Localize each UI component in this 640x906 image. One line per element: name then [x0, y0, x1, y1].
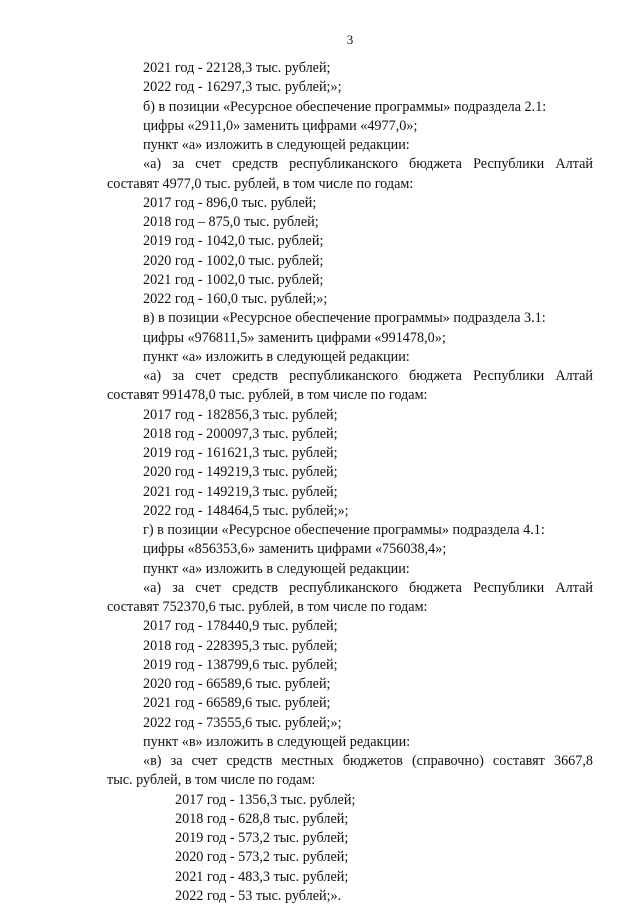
page-number: 3 [346, 32, 354, 47]
text-line: 2021 год - 22128,3 тыс. рублей; [143, 60, 331, 76]
text-line: 2021 год - 1002,0 тыс. рублей; [143, 271, 324, 288]
text-line: 2019 год - 573,2 тыс. рублей; [175, 830, 349, 846]
text-line: 2022 год - 53 тыс. рублей;». [175, 887, 342, 904]
text-line: 2019 год - 138799,6 тыс. рублей; [143, 656, 338, 673]
text-line: пункт «а» изложить в следующей редакции: [143, 348, 410, 365]
text-line: 2018 год - 228395,3 тыс. рублей; [143, 637, 338, 654]
text-line: пункт «в» изложить в следующей редакции: [143, 733, 411, 750]
text-line: составят 752370,6 тыс. рублей, в том числе по годам: [107, 599, 428, 615]
text-line: пункт «а» изложить в следующей редакции: [143, 137, 410, 153]
text-line: тыс. рублей, в том числе по годам: [107, 772, 316, 789]
text-line: пункт «а» изложить в следующей редакции: [143, 560, 410, 577]
text-line: 2018 год – 875,0 тыс. рублей; [143, 214, 319, 230]
text-line: б) в позиции «Ресурсное обеспечение программы» подраздела 2.1: [143, 98, 547, 115]
text-line: 2019 год - 161621,3 тыс. рублей; [143, 445, 338, 461]
text-line: 2022 год - 16297,3 тыс. рублей;»; [143, 79, 342, 96]
text-line: составят 991478,0 тыс. рублей, в том числе по годам: [107, 387, 428, 404]
text-line: 2022 год - 73555,6 тыс. рублей;»; [143, 714, 342, 731]
text-line: 2018 год - 628,8 тыс. рублей; [175, 810, 349, 827]
text-line: «а) за счет средств республиканского бюджета Республики Алтай [143, 156, 593, 173]
text-line: 2019 год - 1042,0 тыс. рублей; [143, 233, 324, 250]
text-line: цифры «976811,5» заменить цифрами «991478,0»; [143, 329, 446, 346]
text-line: «а) за счет средств республиканского бюджета Республики Алтай [143, 579, 593, 596]
text-line: 2020 год - 1002,0 тыс. рублей; [143, 252, 324, 269]
text-line: в) в позиции «Ресурсное обеспечение программы» подраздела 3.1: [143, 310, 546, 327]
text-line: составят 4977,0 тыс. рублей, в том числе по годам: [107, 175, 414, 192]
text-line: 2020 год - 66589,6 тыс. рублей; [143, 676, 331, 692]
text-line: 2017 год - 178440,9 тыс. рублей; [143, 618, 338, 635]
text-line: 2017 год - 896,0 тыс. рублей; [143, 194, 317, 211]
text-line: 2018 год - 200097,3 тыс. рублей; [143, 425, 338, 442]
text-line: 2017 год - 182856,3 тыс. рублей; [143, 406, 338, 423]
text-line: 2017 год - 1356,3 тыс. рублей; [175, 791, 356, 808]
text-line: 2022 год - 148464,5 тыс. рублей;»; [143, 502, 349, 519]
text-line: 2020 год - 573,2 тыс. рублей; [175, 849, 349, 866]
text-line: 2020 год - 149219,3 тыс. рублей; [143, 464, 338, 481]
text-line: «в) за счет средств местных бюджетов (справочно) составят 3667,8 [143, 753, 593, 769]
text-line: г) в позиции «Ресурсное обеспечение программы» подраздела 4.1: [143, 522, 545, 538]
text-line: цифры «856353,6» заменить цифрами «756038,4»; [143, 541, 447, 558]
text-line: 2022 год - 160,0 тыс. рублей;»; [143, 291, 328, 307]
text-line: 2021 год - 66589,6 тыс. рублей; [143, 695, 331, 712]
text-line: 2021 год - 483,3 тыс. рублей; [175, 868, 349, 885]
document-body [107, 59, 593, 906]
text-line: 2021 год - 149219,3 тыс. рублей; [143, 483, 338, 500]
text-line: «а) за счет средств республиканского бюджета Республики Алтай [143, 368, 593, 384]
text-line: цифры «2911,0» заменить цифрами «4977,0»; [143, 117, 418, 134]
